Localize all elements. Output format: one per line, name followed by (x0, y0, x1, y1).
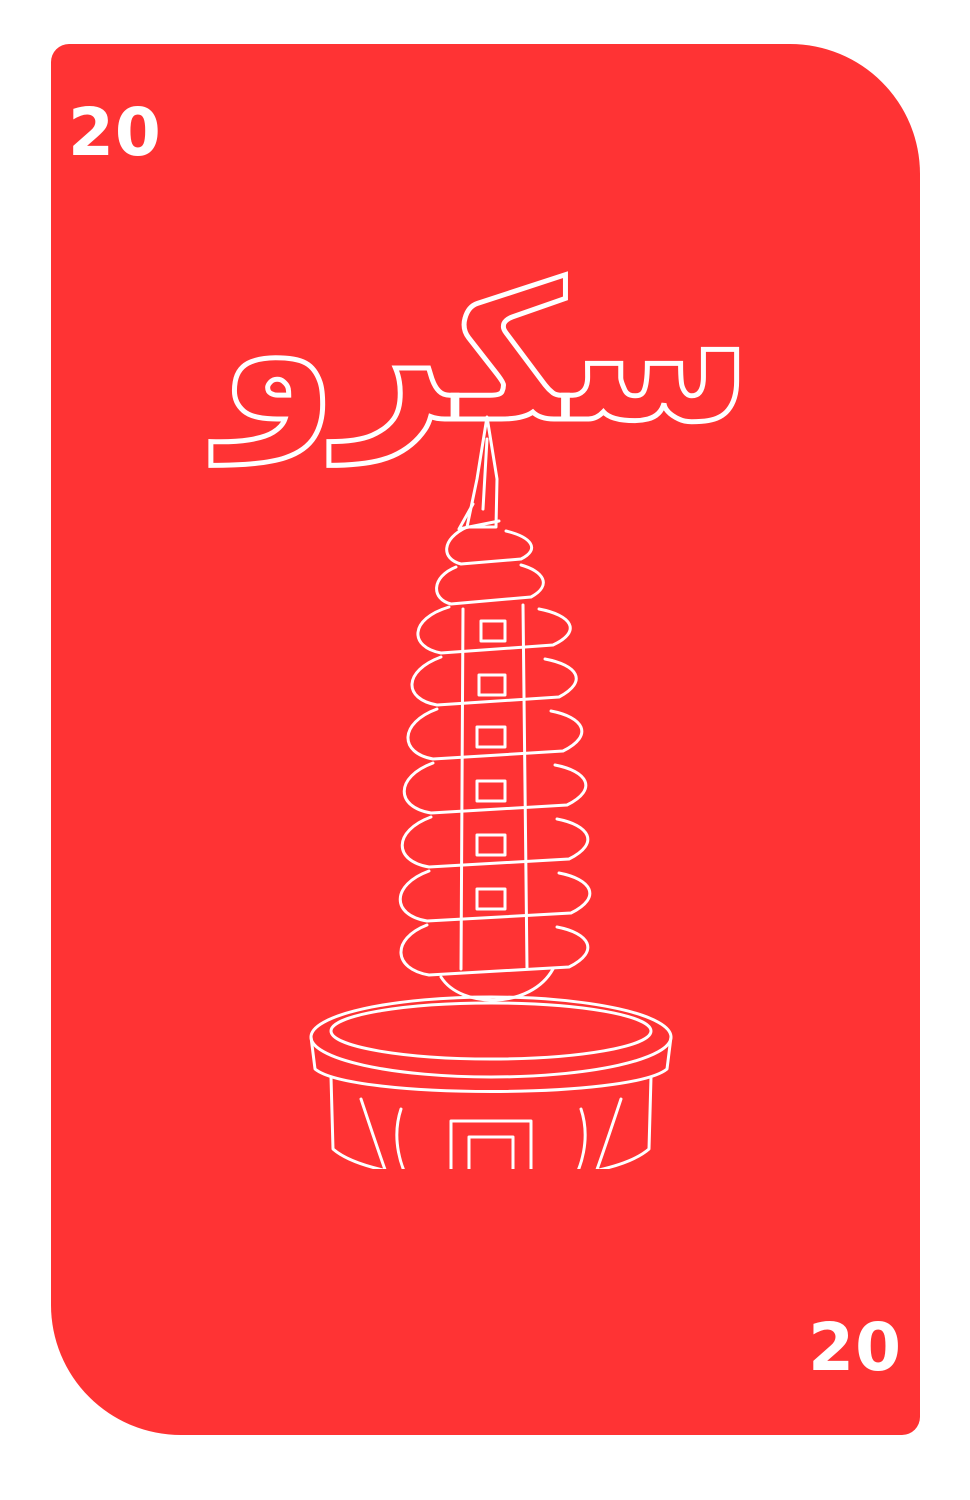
card-number-top: 20 (68, 94, 162, 171)
card-title: سكرو (218, 243, 753, 464)
playing-card[interactable] (51, 44, 920, 1435)
card-number-bottom: 20 (808, 1309, 902, 1386)
screw-icon (291, 409, 691, 1169)
